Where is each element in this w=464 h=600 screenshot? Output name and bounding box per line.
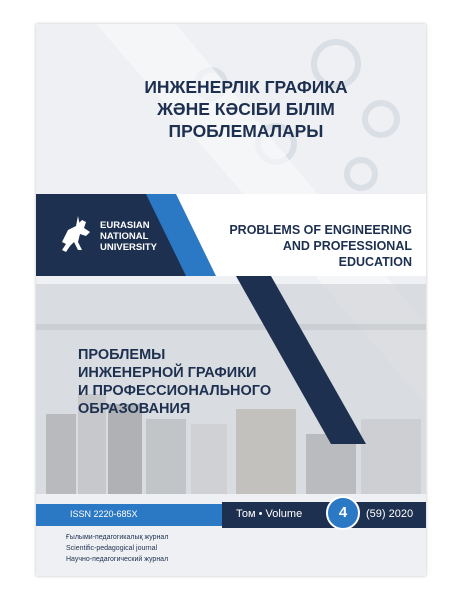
issue-label: (59) 2020 xyxy=(366,508,414,520)
title-en-line-2: AND PROFESSIONAL xyxy=(282,239,412,253)
logo-line-2: NATIONAL xyxy=(100,231,149,242)
title-russian xyxy=(78,346,318,418)
title-en-line-3: EDUCATION xyxy=(338,255,412,269)
title-ru-line-3: И ПРОФЕССИОНАЛЬНОГО xyxy=(78,383,272,399)
journal-type-kz: Ғылыми-педагогикалық журнал xyxy=(66,534,169,541)
title-ru-line-1: ПРОБЛЕМЫ xyxy=(78,347,166,363)
title-kz-line-3: ПРОБЛЕМАЛАРЫ xyxy=(168,121,324,141)
title-english xyxy=(196,222,412,270)
title-ru-line-4: ОБРАЗОВАНИЯ xyxy=(78,401,191,417)
journal-type-list xyxy=(66,532,168,565)
title-kz-line-2: ЖӘНЕ КӘСІБИ БІЛІМ xyxy=(157,99,335,119)
volume-number-badge: 4 xyxy=(326,496,360,530)
title-kazakh xyxy=(96,76,396,142)
logo-text xyxy=(100,220,157,253)
logo-line-1: EURASIAN xyxy=(100,220,150,231)
logo-line-3: UNIVERSITY xyxy=(100,242,158,253)
journal-type-en: Scientific-pedagogical journal xyxy=(66,545,158,552)
tom-volume-label: Том • Volume xyxy=(236,508,303,520)
university-logo xyxy=(56,212,166,258)
title-kz-line-1: ИНЖЕНЕРЛІК ГРАФИКА xyxy=(144,77,348,97)
journal-cover xyxy=(36,24,426,576)
title-ru-line-2: ИНЖЕНЕРНОЙ ГРАФИКИ xyxy=(78,365,257,381)
journal-type-ru: Научно-педагогический журнал xyxy=(66,556,169,563)
issn-label: ISSN 2220-685X xyxy=(70,509,138,519)
horse-rider-icon xyxy=(56,212,96,258)
title-en-line-1: PROBLEMS OF ENGINEERING xyxy=(229,223,412,237)
